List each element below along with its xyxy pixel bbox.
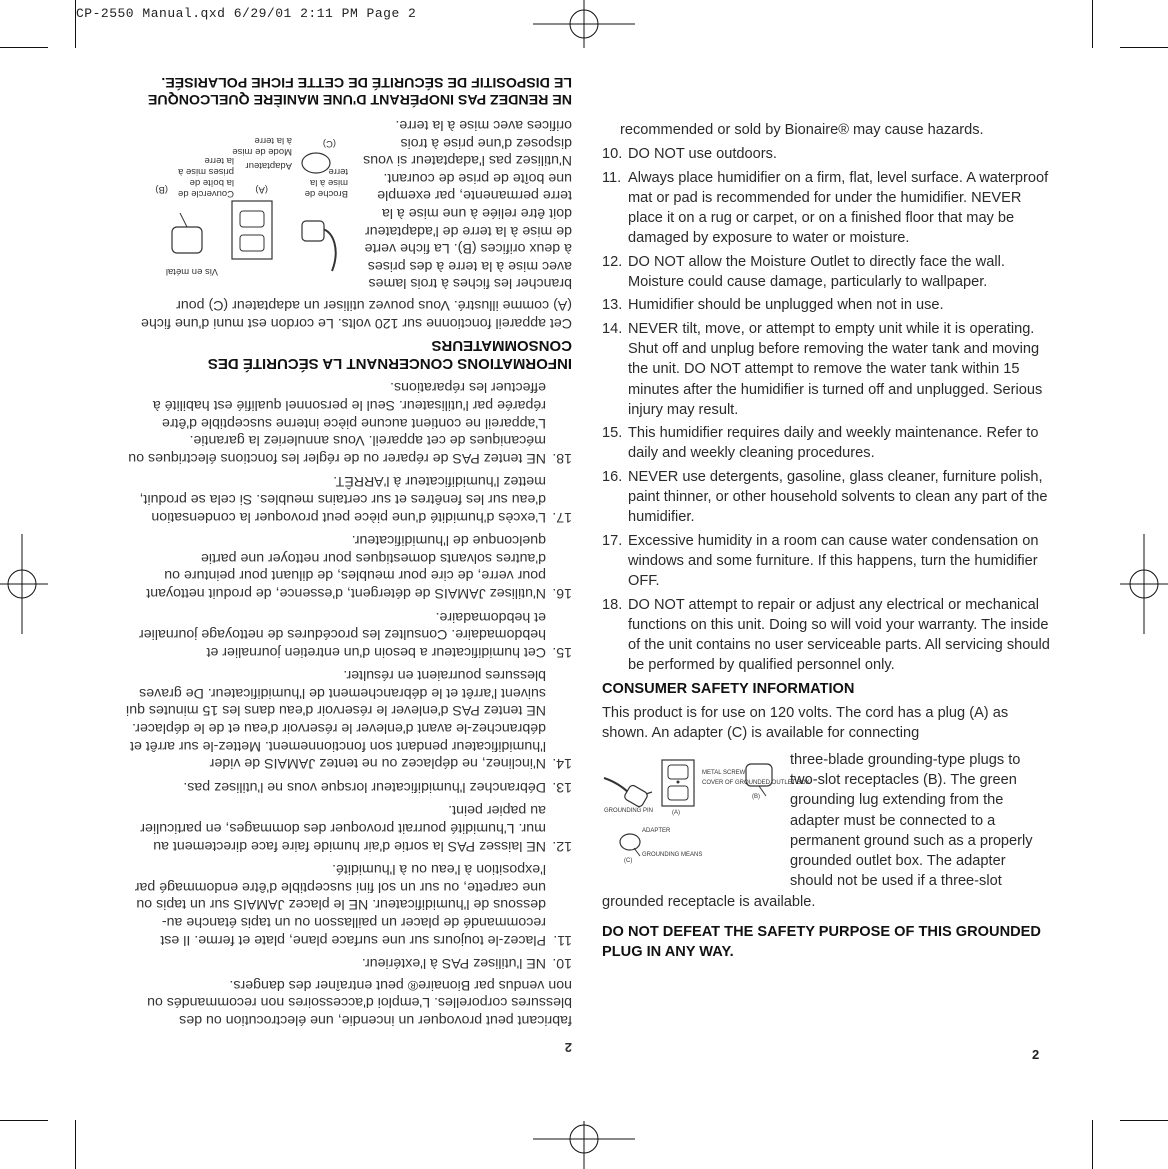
crop-mark — [0, 47, 48, 48]
french-wrap-text: brancher les fiches à trois lames avec mise à la terre à des prises à deux orifices (B). La fiche verte de mise à la terre de l'adaptateur doit être reliée à une mise à la terre permanente, par exemple une boîte de prise de courant. N'utilisez pas l'adaptateur si vous disposez d'une prise à trois orifices avec mise à la terre. — [363, 117, 572, 292]
label-broche: Broche de mise à la terre — [304, 166, 348, 200]
label-grounding-means: GROUNDING MEANS — [642, 851, 703, 858]
label-b: (B) — [752, 793, 760, 800]
french-body — [126, 68, 572, 1028]
label-a: (A) — [255, 184, 268, 196]
list-item: 13. Humidifier should be unplugged when not in use. — [602, 297, 944, 314]
english-wrap-text: three-blade grounding-type plugs to two-slot receptacles (B). The green grounding lug extending from the adapter must be connected to a permanent ground such as a properly grounded outlet box. The adapter should not be used if a three-slot grounded receptacle is available. — [602, 751, 1033, 910]
registration-mark-bottom — [533, 1121, 635, 1169]
label-c: (C) — [624, 857, 633, 864]
list-item: 12. NE laissez PAS la sortie d'air humide faire face directement au mur. L'humidité pourrait provoquer des dommages, en particulier au papier peint. — [140, 802, 572, 854]
list-item: 10. DO NOT use outdoors. — [602, 146, 777, 163]
list-item: 11. Placez-le toujours sur une surface plane, plate et ferme. Il est recommandé de placer un paillasson ou un tapis étanche au-dessous de l'humidificateur. NE le placez JAMAIS sur un tapis ou une carpette, ou sur un sol fini susceptible d'être endommagé par l'exposition à l'eau ou à l'humidité. — [134, 861, 572, 948]
consumer-safety-heading: CONSUMER SAFETY INFORMATION — [602, 680, 855, 697]
list-item: 13. Débranchez l'humidificateur lorsque vous ne l'utilisez pas. — [183, 778, 572, 795]
list-item: 16. N'utilisez JAMAIS de détergent, d'essence, de produit nettoyant pour verre, de cire pour meubles, de diluant pour peinture ou d'autres solvants domestiques pour nettoyer une partie quelconque de l'humidificateur. — [146, 532, 572, 601]
crop-mark — [1092, 0, 1093, 48]
french-plug-diagram — [126, 131, 352, 291]
label-vis-metal: Vis en métal — [165, 266, 218, 278]
french-heading: INFORMATIONS CONCERNANT LA SÉCURITÉ DES CONSOMMATEURS — [207, 337, 572, 372]
list-item: 15. This humidifier requires daily and weekly maintenance. Refer to daily and weekly cleaning procedures. — [602, 425, 1039, 462]
label-cover: COVER OF GROUNDED OUTLET BOX — [702, 779, 810, 786]
english-wrap-block — [602, 750, 1052, 912]
list-item: 14. NEVER tilt, move, or attempt to empty unit while it is operating. Shut off and unplug before removing the water tank and moving the unit. DO NOT attempt to remove the water tank within 15 minutes after the humidifier is turned off and unplugged. Serious injury may result. — [602, 320, 1043, 418]
list-item: 17. Excessive humidity in a room can cause water condensation on windows and some furniture. If this happens, turn the humidifier OFF. — [602, 532, 1039, 590]
list-item: 10. NE l'utilisez PAS à l'extérieur. — [361, 955, 572, 972]
label-mode: Mode de mise à la terre — [232, 135, 292, 158]
crop-mark — [0, 1120, 48, 1121]
label-c: (C) — [322, 138, 336, 150]
crop-mark — [1120, 47, 1168, 48]
file-slug: CP-2550 Manual.qxd 6/29/01 2:11 PM Page 2 — [76, 6, 417, 21]
french-intro: fabricant peut provoquer un incendie, une électrocution ou des blessures corporelles. L'emploi d'accessoires non recommandés ou non vendus par Bionaire® peut entraîner des dangers. — [147, 976, 572, 1028]
crop-mark — [75, 1120, 76, 1169]
french-para: Cet appareil fonctionne sur 120 volts. Le cordon est muni d'une fiche (A) comme illustré. Vous pouvez utiliser un adaptateur (C) pour — [141, 297, 572, 331]
label-grounding-pin: GROUNDING PIN — [604, 807, 654, 814]
registration-mark-left — [0, 534, 48, 634]
french-column — [126, 73, 572, 1056]
list-item: 14. N'inclinez, ne déplacez ou ne tentez JAMAIS de vider l'humidificateur pendant son fonctionnement. Mettez-le sur arrêt et débranchez-le avant d'enlever le réservoir d'eau et de le déplacer. NE tentez PAS d'enlever le réservoir d'eau dans les 15 minutes qui suivent l'arrêt et le débranchement de l'humidificateur. De graves blessures pourraient en résulter. — [126, 667, 572, 772]
plug-diagram — [602, 752, 810, 874]
label-a: (A) — [672, 809, 680, 816]
english-safety-list — [602, 144, 1052, 675]
label-couvercle: Couvercle de la boîte de prises mise à la terre — [178, 155, 234, 200]
french-safety-list — [126, 378, 572, 971]
french-wrap-block — [126, 116, 572, 292]
label-adapter: ADAPTER — [642, 827, 671, 834]
english-para: This product is for use on 120 volts. The cord has a plug (A) as shown. An adapter (C) is available for connecting — [602, 705, 1009, 742]
crop-mark — [1092, 1120, 1093, 1169]
list-item: 18. DO NOT attempt to repair or adjust any electrical or mechanical functions on this unit. Doing so will void your warranty. The inside of the unit contains no user serviceable parts. All servicing should be performed by qualified personnel only. — [602, 596, 1050, 674]
label-metal-screw: METAL SCREW — [702, 769, 746, 776]
list-item: 12. DO NOT allow the Moisture Outlet to directly face the wall. Moisture could cause damage, particularly to wallpaper. — [602, 253, 1005, 291]
list-item: 11. Always place humidifier on a firm, flat, level surface. A waterproof mat or pad is recommended for under the humidifier. NEVER place it on a rug or carpet, or on a finished floor that may be damaged by exposure to water or moisture. — [602, 169, 1049, 247]
list-item: 16. NEVER use detergents, gasoline, glass cleaner, furniture polish, paint thinner, or other household solvents to clean any part of the humidifier. — [602, 468, 1048, 526]
crop-mark — [1120, 1120, 1168, 1121]
registration-mark-top — [533, 0, 635, 48]
list-item: 15. Cet humidificateur a besoin d'un entretien journalier et hebdomadaire. Consultez les procédures de nettoyage journalier et hebdomadaire. — [139, 608, 572, 660]
crop-mark — [75, 0, 76, 48]
list-item: 17. L'excès d'humidité d'une pièce peut provoquer la condensation d'eau sur les fenêtres et sur certains meubles. Si cela se produit, mettez l'humidificateur à l'ARRÊT. — [139, 473, 572, 525]
grounded-plug-warning: DO NOT DEFEAT THE SAFETY PURPOSE OF THIS GROUNDED PLUG IN ANY WAY. — [602, 923, 1041, 961]
page-number: 2 — [1032, 1047, 1040, 1062]
registration-mark-right — [1120, 534, 1168, 634]
french-warning: NE RENDEZ PAS INOPÉRANT D'UNE MANIÈRE QUELCONQUE LE DISPOSITIF DE SÉCURITÉ DE CETTE FICHE POLARISÉE. — [147, 73, 572, 108]
english-intro: recommended or sold by Bionaire® may cause hazards. — [620, 122, 984, 138]
list-item: 18. NE tentez PAS de réparer ou de régler les fonctions électriques ou mécaniques de cet appareil. Vous annuleriez la garantie. L'appareil ne contient aucune pièce interne susceptible d'être réparée par l'utilisateur. Seul le personnel qualifié est habilité à effectuer les réparations. — [128, 379, 572, 466]
english-column — [602, 120, 1052, 969]
french-page-number: 2 — [564, 1040, 572, 1055]
label-b: (B) — [155, 184, 168, 196]
label-adaptateur: Adaptateur — [245, 160, 292, 172]
